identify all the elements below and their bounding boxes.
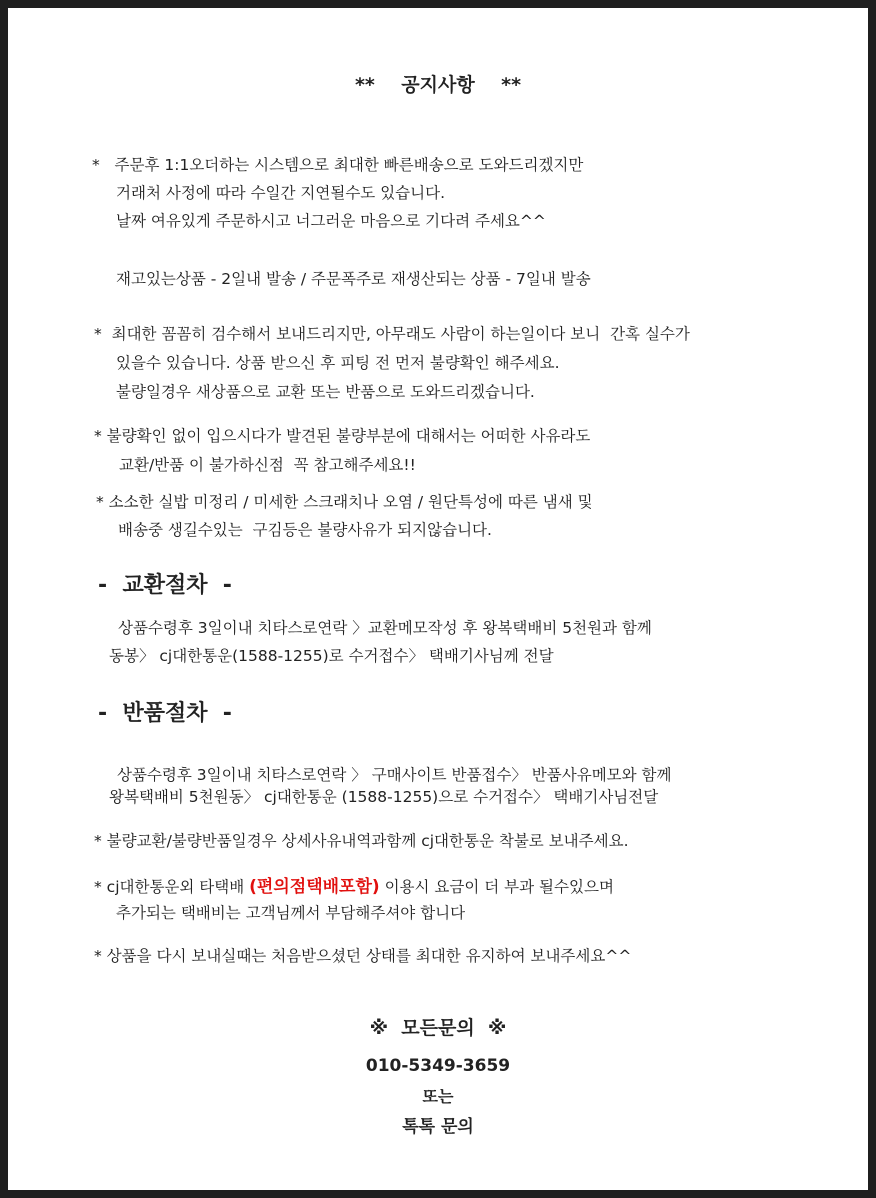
notice-line: * 소소한 실밥 미정리 / 미세한 스크래치나 오염 / 원단특성에 따른 냄새 및 bbox=[96, 493, 593, 511]
notice-line: 재고있는상품 - 2일내 발송 / 주문폭주로 재생산되는 상품 - 7일내 발송 bbox=[116, 270, 591, 288]
notice-line: * 주문후 1:1오더하는 시스템으로 최대한 빠른배송으로 도와드리겠지만 bbox=[92, 156, 584, 174]
contact-or: 또는 bbox=[422, 1087, 454, 1106]
highlight-text: (편의점택배포함) bbox=[249, 877, 380, 897]
notice-text: * cj대한통운외 타택배 bbox=[94, 878, 250, 896]
notice-line bbox=[94, 877, 614, 897]
notice-line: 교환/반품 이 불가하신점 꼭 참고해주세요!! bbox=[119, 456, 416, 474]
notice-line: 배송중 생길수있는 구김등은 불량사유가 되지않습니다. bbox=[118, 521, 492, 539]
contact-heading: ※ 모든문의 ※ bbox=[369, 1017, 507, 1039]
notice-line: 날짜 여유있게 주문하시고 너그러운 마음으로 기다려 주세요^^ bbox=[116, 212, 546, 230]
contact-talk: 톡톡 문의 bbox=[402, 1117, 474, 1137]
notice-text: 이용시 요금이 더 부과 될수있으며 bbox=[379, 878, 614, 896]
notice-line: * 상품을 다시 보내실때는 처음받으셨던 상태를 최대한 유지하여 보내주세요^^ bbox=[94, 947, 632, 965]
exchange-heading: - 교환절차 - bbox=[98, 573, 232, 598]
notice-line: 있을수 있습니다. 상품 받으신 후 피팅 전 먼저 불량확인 해주세요. bbox=[116, 354, 560, 372]
notice-page bbox=[8, 8, 868, 1190]
exchange-line: 상품수령후 3일이내 치타스로연락 〉교환메모작성 후 왕복택배비 5천원과 함께 bbox=[118, 619, 652, 637]
notice-line: * 불량교환/불량반품일경우 상세사유내역과함께 cj대한통운 착불로 보내주세요. bbox=[94, 832, 629, 850]
return-line: 상품수령후 3일이내 치타스로연락 〉 구매사이트 반품접수〉 반품사유메모와 함께 bbox=[117, 766, 672, 784]
notice-line: * 불량확인 없이 입으시다가 발견된 불량부분에 대해서는 어떠한 사유라도 bbox=[94, 427, 591, 445]
return-line: 왕복택배비 5천원동〉 cj대한통운 (1588-1255)으로 수거접수〉 택배기사님전달 bbox=[109, 788, 659, 806]
return-heading: - 반품절차 - bbox=[98, 701, 232, 726]
notice-line: * 최대한 꼼꼼히 검수해서 보내드리지만, 아무래도 사람이 하는일이다 보니 간혹 실수가 bbox=[94, 325, 690, 343]
notice-line: 거래처 사정에 따라 수일간 지연될수도 있습니다. bbox=[116, 184, 446, 202]
notice-line: 추가되는 택배비는 고객님께서 부담해주셔야 합니다 bbox=[116, 904, 466, 922]
exchange-line: 동봉〉 cj대한통운(1588-1255)로 수거접수〉 택배기사님께 전달 bbox=[109, 647, 554, 665]
contact-phone: 010-5349-3659 bbox=[365, 1056, 511, 1076]
notice-line: 불량일경우 새상품으로 교환 또는 반품으로 도와드리겠습니다. bbox=[116, 383, 535, 401]
page-title: ** 공지사항 ** bbox=[354, 74, 522, 96]
